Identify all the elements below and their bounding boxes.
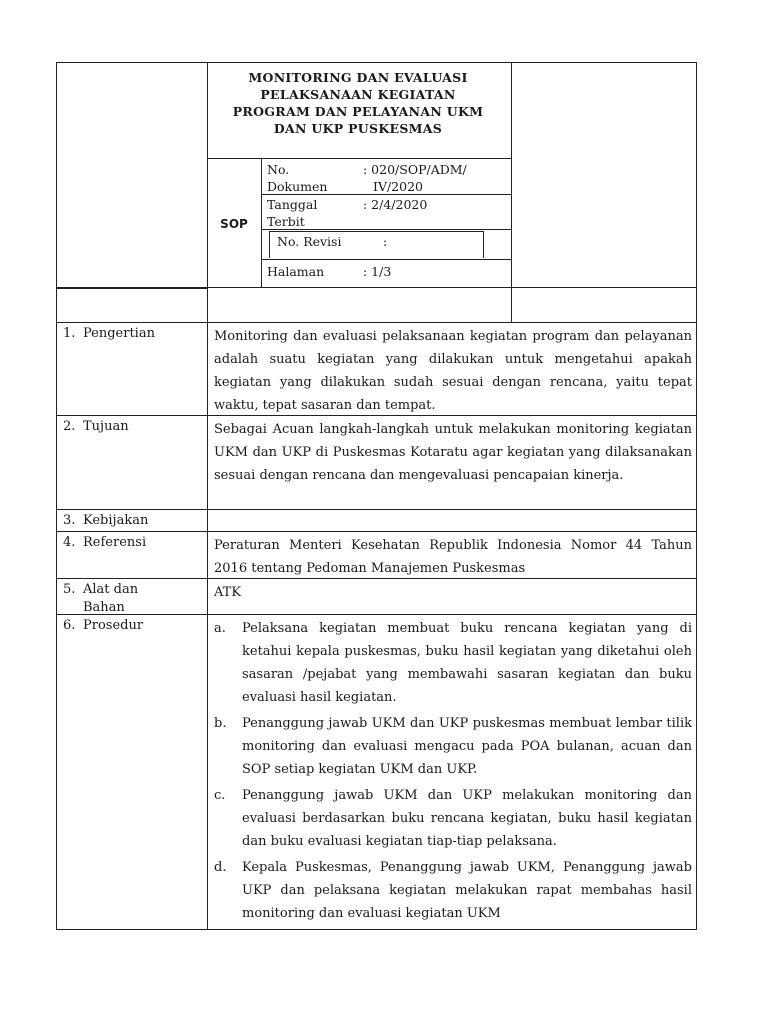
section-title: Prosedur (83, 618, 144, 633)
item-marker: b. (214, 716, 227, 731)
section-label (63, 418, 203, 436)
spacer-row (56, 287, 697, 323)
header-divider (261, 158, 262, 287)
section-number: 6. (63, 618, 76, 633)
meta-doc-no-value (363, 161, 467, 195)
spacer-divider (207, 287, 208, 322)
section-number: 4. (63, 535, 76, 550)
sop-body-table (56, 322, 697, 930)
title-line: MONITORING DAN EVALUASI (248, 70, 468, 85)
section-content: Peraturan Menteri Kesehatan Republik Indonesia Nomor 44 Tahun 2016 tentang Pedoman Manajemen Puskesmas (214, 538, 692, 576)
section-prosedur (57, 615, 696, 931)
section-label (63, 534, 203, 552)
meta-date-value: : 2/4/2020 (363, 197, 428, 212)
revision-box-top (269, 231, 483, 232)
section-content: Monitoring dan evaluasi pelaksanaan kegiatan program dan pelayanan adalah suatu kegiatan yang dilakukan untuk mengetahui apakah kegiatan yang dilakukan sudah sesuai dengan rencana, yaitu tepat waktu, tepat sasaran dan tempat. (214, 329, 692, 413)
title-line: DAN UKP PUSKESMAS (273, 121, 443, 136)
header-divider (511, 63, 512, 287)
section-label (63, 581, 203, 617)
meta-value: IV/2020 (373, 179, 423, 194)
title-line: PROGRAM DAN PELAYANAN UKM (232, 104, 484, 119)
section-title: Tujuan (83, 419, 129, 434)
section-title: Pengertian (83, 326, 155, 341)
item-marker: d. (214, 860, 227, 875)
item-marker: a. (214, 621, 226, 636)
meta-doc-no-label (267, 161, 327, 195)
section-label (63, 512, 203, 530)
procedure-list (214, 617, 692, 928)
section-pengertian (57, 323, 696, 416)
meta-page-value: : 1/3 (363, 264, 392, 279)
title-line: PELAKSANAAN KEGIATAN (260, 87, 456, 102)
revision-box-side (269, 231, 270, 258)
section-title-cont: Bahan (83, 600, 125, 615)
section-title: Kebijakan (83, 513, 149, 528)
meta-key: Dokumen (267, 179, 328, 194)
section-alat-bahan (57, 579, 696, 615)
section-number: 3. (63, 513, 76, 528)
section-tujuan (57, 416, 696, 510)
section-number: 2. (63, 419, 76, 434)
section-kebijakan (57, 510, 696, 532)
section-title: Alat dan (83, 582, 139, 597)
meta-revision-label: No. Revisi (277, 234, 342, 249)
procedure-item (214, 712, 692, 781)
item-text: Penanggung jawab UKM dan UKP puskesmas membuat lembar tilik monitoring dan evaluasi mengacu pada POA bulanan, acuan dan SOP setiap kegiatan UKM dan UKP. (242, 716, 692, 777)
meta-key: Terbit (267, 214, 305, 229)
item-text: Kepala Puskesmas, Penanggung jawab UKM, Penanggung jawab UKP dan pelaksana kegiatan melakukan rapat membahas hasil monitoring dan evaluasi kegiatan UKM (242, 860, 692, 921)
section-content: Sebagai Acuan langkah-langkah untuk melakukan monitoring kegiatan UKM dan UKP di Puskesmas Kotaratu agar kegiatan yang dilaksanakan sesuai dengan rencana dan mengevaluasi pencapaian kinerja. (214, 422, 692, 483)
procedure-item (214, 856, 692, 925)
item-marker: c. (214, 788, 226, 803)
item-text: Penanggung jawab UKM dan UKP melakukan monitoring dan evaluasi berdasarkan buku rencana kegiatan, buku hasil kegiatan dan buku evaluasi kegiatan tiap-tiap pelaksana. (242, 788, 692, 849)
sop-label: SOP (220, 217, 248, 231)
document-title (207, 69, 509, 137)
revision-box-side (483, 231, 484, 258)
meta-date-label (267, 196, 317, 230)
spacer-divider (511, 287, 512, 322)
meta-page-label: Halaman (267, 264, 325, 279)
procedure-item (214, 784, 692, 853)
procedure-item (214, 617, 692, 709)
item-text: Pelaksana kegiatan membuat buku rencana kegiatan yang di ketahui kepala puskesmas, buku hasil kegiatan yang diketahui oleh sasaran /pejabat yang membawahi sasaran kegiatan dan buku evaluasi hasil kegiatan. (242, 621, 692, 705)
meta-revision-value: : (383, 234, 388, 249)
section-number: 1. (63, 326, 76, 341)
meta-value: : 020/SOP/ADM/ (363, 162, 467, 177)
meta-key: Tanggal (267, 197, 318, 212)
sop-header-table (56, 62, 697, 288)
section-content: ATK (214, 585, 242, 600)
section-referensi (57, 532, 696, 579)
section-title: Referensi (83, 535, 147, 550)
section-label (63, 617, 203, 635)
meta-key: No. (267, 162, 290, 177)
header-divider (261, 259, 511, 260)
section-number: 5. (63, 582, 76, 597)
section-label (63, 325, 203, 343)
